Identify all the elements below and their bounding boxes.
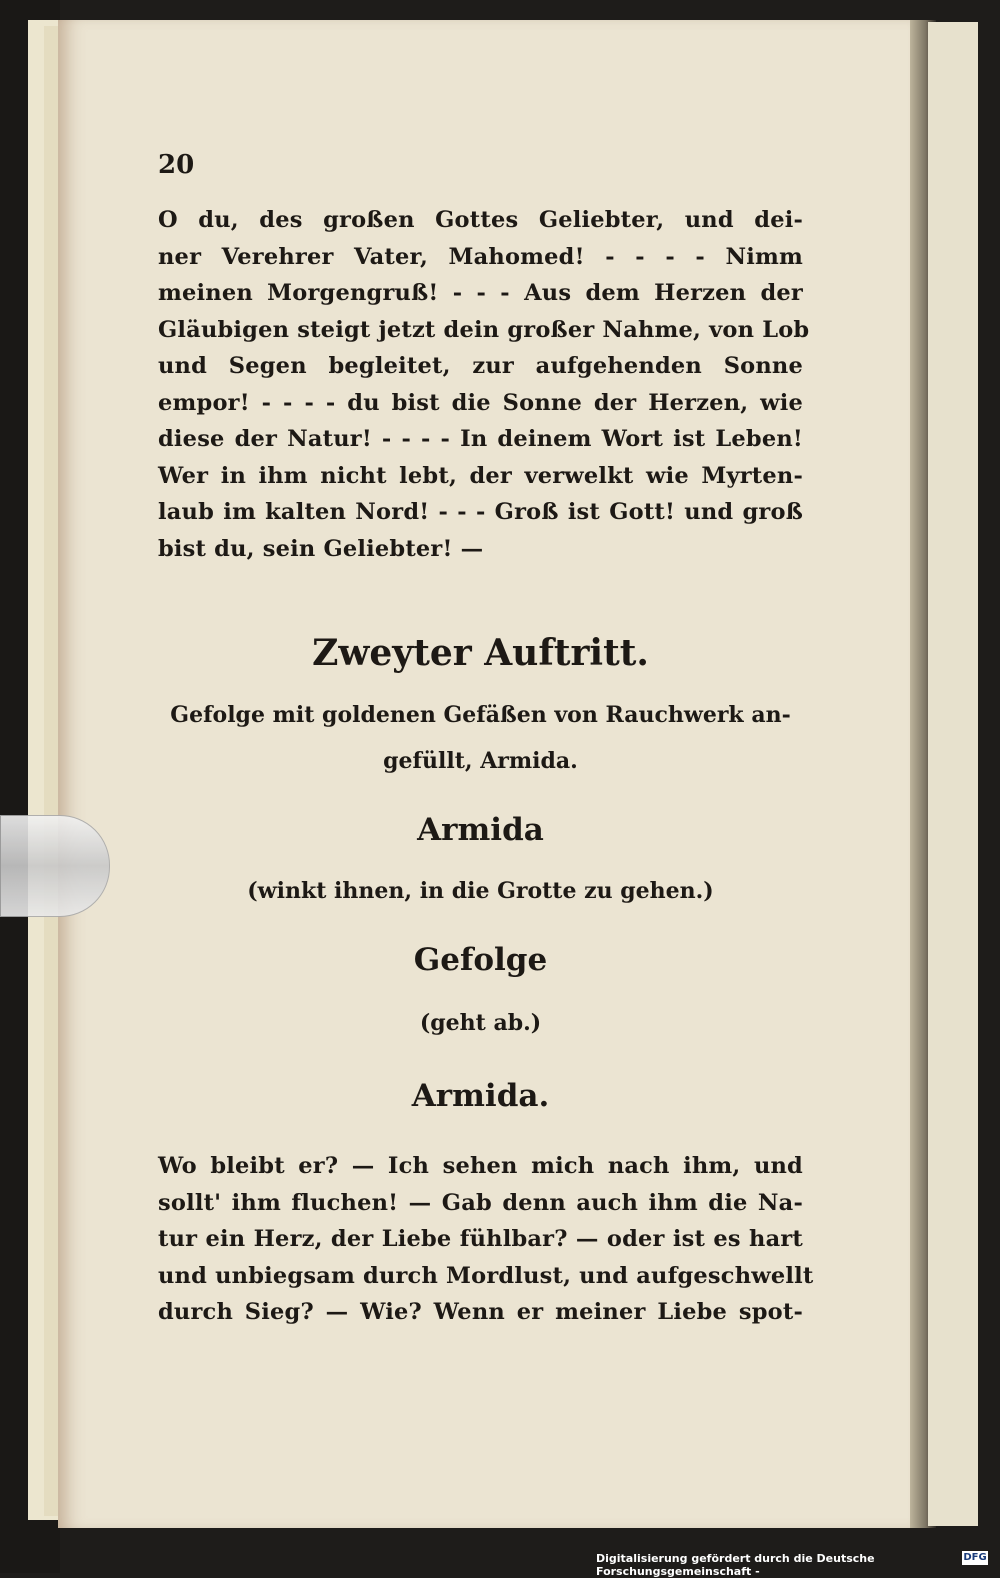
right-page-edge xyxy=(928,22,978,1526)
page-clip xyxy=(0,815,110,917)
text-line: und Segen begleitet, zur aufgehenden Sonne xyxy=(158,353,803,379)
digitization-credit: Digitalisierung gefördert durch die Deutsche Forschungsgemeinschaft - xyxy=(596,1552,875,1578)
text-line: diese der Natur! - - - - In deinem Wort ist Leben! xyxy=(158,426,803,452)
speech-paragraph xyxy=(158,1148,814,1331)
text-line: meinen Morgengruß! - - - Aus dem Herzen der xyxy=(158,280,803,306)
text-line: durch Sieg? — Wie? Wenn er meiner Liebe spot- xyxy=(158,1299,803,1325)
text-line: ner Verehrer Vater, Mahomed! - - - - Nimm xyxy=(158,243,803,270)
speaker-name: Armida xyxy=(417,812,544,848)
scene-heading: Zweyter Auftritt. xyxy=(312,632,649,674)
dfg-logo: DFG xyxy=(963,1552,987,1563)
text-line: empor! - - - - du bist die Sonne der Herzen, wie xyxy=(158,389,803,416)
text-line: und unbiegsam durch Mordlust, und aufgeschwellt xyxy=(158,1262,814,1289)
page-number: 20 xyxy=(158,150,195,180)
text-line: Wer in ihm nicht lebt, der verwelkt wie Myrten- xyxy=(158,462,803,489)
text-line: sollt' ihm fluchen! — Gab denn auch ihm die Na- xyxy=(158,1189,803,1216)
text-line: laub im kalten Nord! - - - Groß ist Gott! und groß xyxy=(158,499,803,525)
speaker-name: Armida. xyxy=(411,1078,550,1114)
text-line: O du, des großen Gottes Geliebter, und dei- xyxy=(158,207,803,233)
stage-direction: (geht ab.) xyxy=(419,1010,542,1036)
text-line: bist du, sein Geliebter! — xyxy=(158,535,484,562)
text-line: Wo bleibt er? — Ich sehen mich nach ihm, und xyxy=(158,1153,803,1179)
scene-description-line: gefüllt, Armida. xyxy=(383,748,578,774)
scene-description-line: Gefolge mit goldenen Gefäßen von Rauchwerk an- xyxy=(170,702,791,728)
stage-direction: (winkt ihnen, in die Grotte zu gehen.) xyxy=(247,878,714,904)
speaker-name: Gefolge xyxy=(413,942,548,978)
text-line: Gläubigen steigt jetzt dein großer Nahme, von Lob xyxy=(158,316,810,343)
opening-paragraph xyxy=(158,202,810,567)
text-line: tur ein Herz, der Liebe fühlbar? — oder ist es hart xyxy=(158,1226,803,1252)
